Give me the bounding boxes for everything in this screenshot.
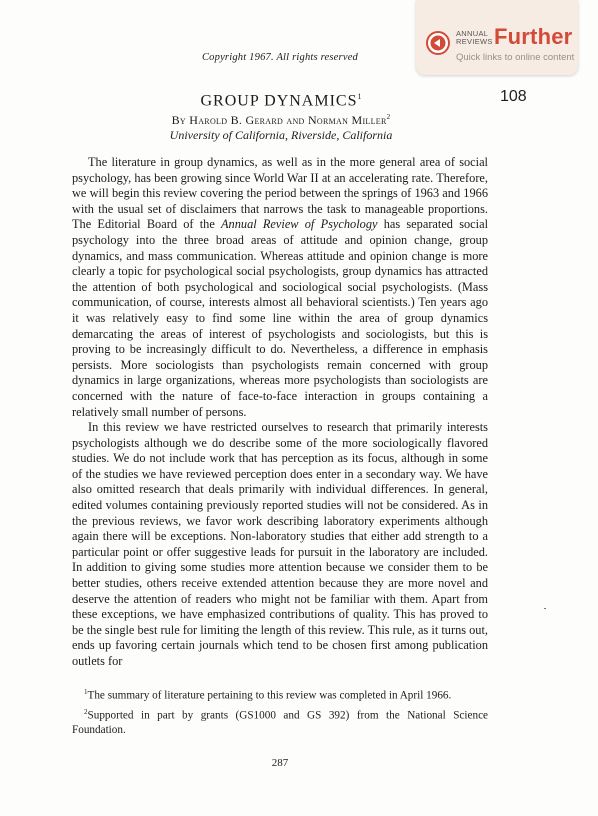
paragraph-1-part-a: The literature in group dynamics, as well as in the more general area of social psychology, has been growing since World War II at an accelerating rate. Therefore, we will begin this review covering the period between the springs of 1963 and 1966 with the usual set of disclaimers that narrows the task to manageable proportions. The Editorial Board of the (72, 155, 488, 232)
paragraph-2: In this review we have restricted ourselves to research that primarily interests psychologists although we do describe some of the more sociologically flavored studies. We do not include work that has perception as its focus, although in some of the studies we have reviewed perception does enter in a secondary way. We have also omitted research that deals primarily with individual differences. In general, edited volumes containing previously reported studies will not be considered. As in the previous reviews, we favor work describing laboratory experiments although again there will be exceptions. Non-laboratory studies that either add strength to a particular point or offer suggestive leads for pursuit in the laboratory are included. In addition to giving some studies more attention because we consider them to be better studies, others receive extended attention because they are more novel and deserve the attention of readers who might not be familiar with them. Apart from these exceptions, we have emphasized contributions of quality. This has proved to be the single best rule for limiting the length of this review. This rule, as it turns out, ends up favoring certain journals which tend to be chosen first among publication outlets for (72, 420, 488, 668)
byline (0, 113, 562, 128)
badge-further-label: Further (494, 24, 573, 49)
page-number-top: 108 (500, 88, 527, 105)
arrow-left-circle-icon (426, 31, 450, 55)
footnote-2-text: Supported in part by grants (GS1000 and GS 392) from the National Science Foundation. (72, 709, 488, 737)
journal-name: Annual Review of Psychology (221, 217, 378, 232)
badge-reviews: REVIEWS (456, 37, 493, 46)
author-2: Norman Miller (307, 113, 387, 127)
footnotes (72, 685, 488, 740)
footnote-2-mark: 2 (84, 708, 88, 717)
further-badge[interactable] (416, 0, 578, 75)
author-2-footnote-mark: 2 (386, 113, 391, 121)
affiliation: University of California, Riverside, California (169, 128, 393, 142)
badge-annual-reviews (456, 30, 493, 46)
article-title (0, 92, 562, 110)
title-text: GROUP DYNAMICS (200, 92, 358, 110)
byline-by: By (171, 113, 186, 127)
footnote-1 (72, 685, 488, 703)
badge-subtitle: Quick links to online content (456, 52, 575, 63)
badge-annual: ANNUAL (456, 29, 489, 38)
scan-speck (544, 608, 546, 609)
author-1: Harold B. Gerard (189, 113, 284, 127)
footnote-1-mark: 1 (84, 688, 88, 696)
body-text (72, 155, 488, 670)
footnote-1-text: The summary of literature pertaining to this review was completed in April 1966. (87, 689, 452, 702)
title-footnote-mark: 1 (357, 92, 362, 101)
byline-and: and (286, 113, 305, 127)
page-number-bottom: 287 (271, 757, 289, 769)
paragraph-1-part-b: has separated social psychology into the three broad areas of attitude and opinion change, group dynamics, and mass communication. Whereas attitude and opinion change is more clearly a topic for psychological social psychologists, group dynamics has attracted the attention of both psychological and sociological social psychologists. (Mass communication, of course, interests almost all behavioral scientists.) Ten years ago it was relatively easy to find some line within the area of group dynamics demarcating the areas of interest of psychologists and sociologists, but this is proving to be increasingly difficult to do. Nevertheless, a difference in emphasis persists. More sociologists than psychologists remain concerned with group dynamics in large organizations, whereas more psychologists than sociologists are concerned with the nature of face-to-face interaction in groups containing a relatively small number of persons. (72, 217, 488, 419)
paragraph-1 (72, 155, 488, 420)
copyright-line: Copyright 1967. All rights reserved (201, 52, 359, 63)
footnote-2 (72, 705, 488, 738)
